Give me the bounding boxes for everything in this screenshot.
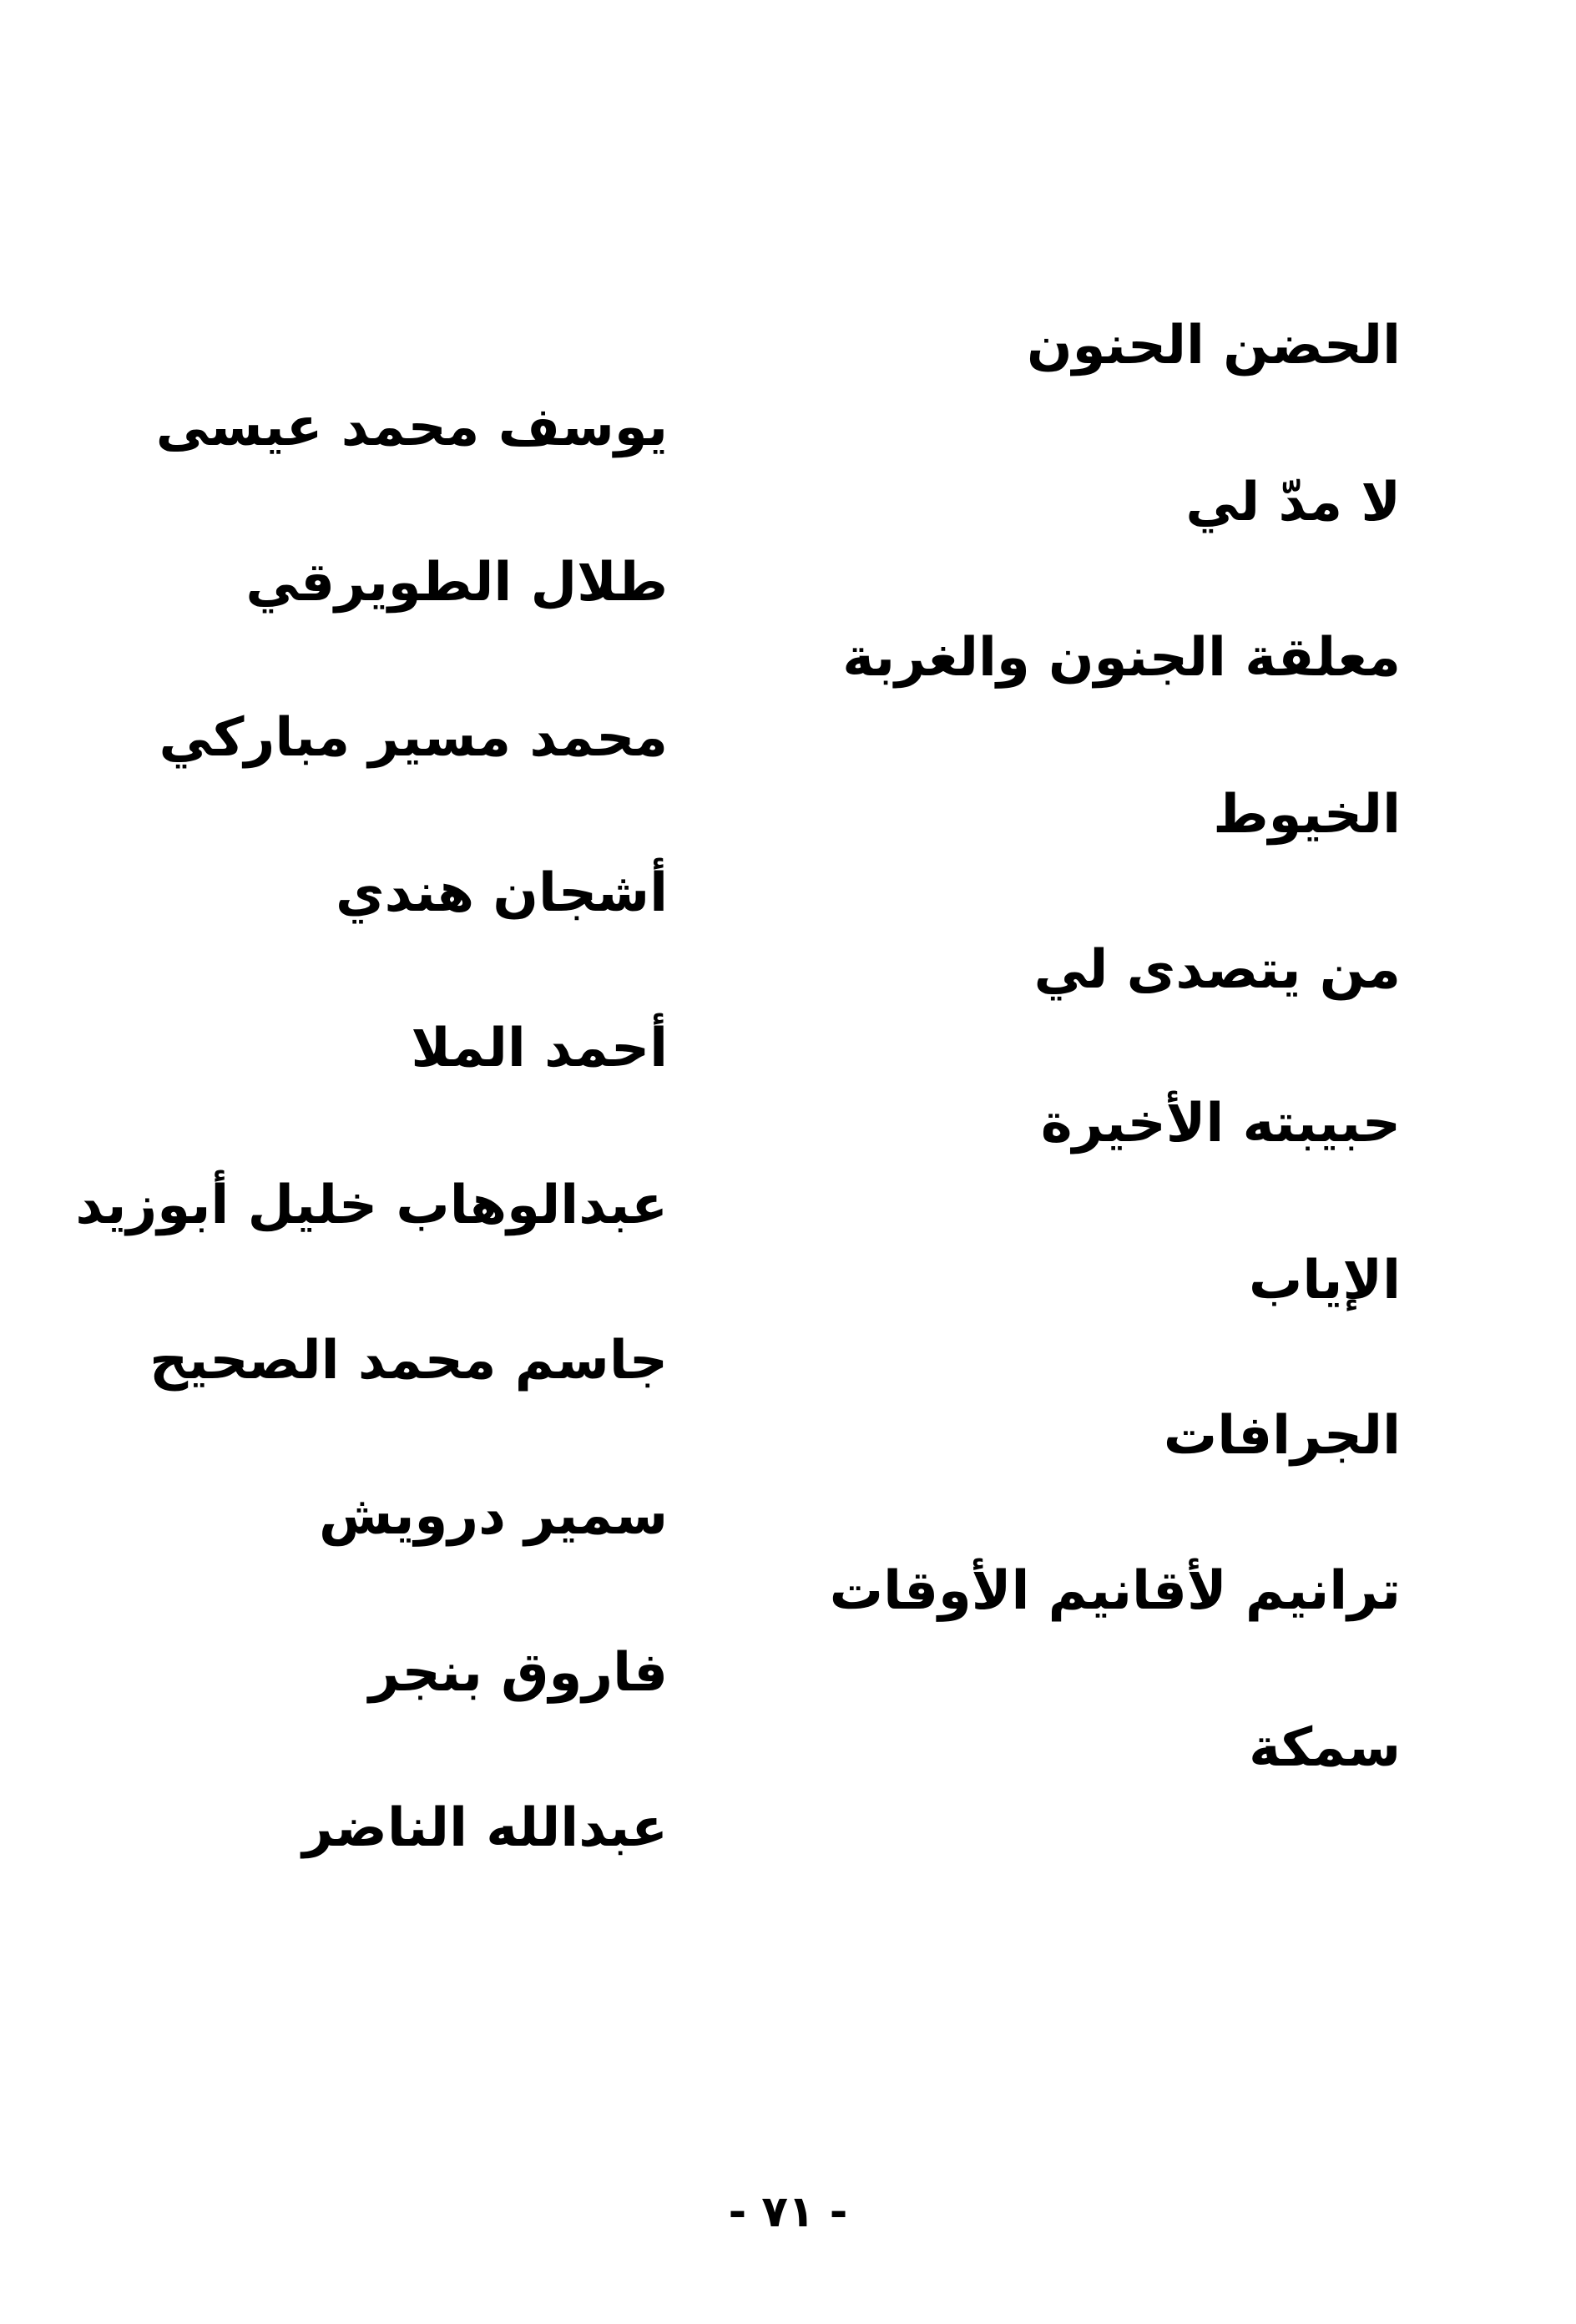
poem-title: الإياب [1249, 1250, 1401, 1311]
poem-title: الحضن الحنون [1027, 315, 1401, 376]
poet-name: عبدالوهاب خليل أبوزيد [75, 1175, 668, 1236]
poem-title: سمكة [1249, 1717, 1401, 1779]
poem-title: لا مدّ لي [1185, 472, 1401, 533]
poet-name: عبدالله الناضر [302, 1797, 668, 1859]
page-number-value: ٧١ [761, 2187, 815, 2237]
page-number-dash-left: - [728, 2187, 747, 2237]
poet-name: جاسم محمد الصحيح [149, 1330, 668, 1392]
poet-name: سمير درويش [318, 1485, 668, 1547]
poet-name: محمد مسير مباركي [159, 707, 668, 769]
poet-name: أحمد الملا [411, 1018, 668, 1079]
poem-title: من يتصدى لي [1033, 939, 1401, 1001]
poet-name: أشجان هندي [335, 862, 668, 924]
poem-title: معلقة الجنون والغربة [842, 627, 1401, 689]
poem-title: الجرافات [1163, 1405, 1401, 1467]
page-number-dash-right: - [829, 2187, 848, 2237]
poet-name: يوسف محمد عيسى [155, 397, 668, 458]
page-number [0, 2187, 1576, 2237]
poet-name: طلال الطويرقي [245, 552, 668, 614]
poem-title: ترانيم لأقانيم الأوقات [829, 1560, 1401, 1622]
poem-title: حبيبته الأخيرة [1040, 1093, 1401, 1154]
poet-name: فاروق بنجر [368, 1642, 668, 1704]
poem-title: الخيوط [1213, 784, 1401, 846]
